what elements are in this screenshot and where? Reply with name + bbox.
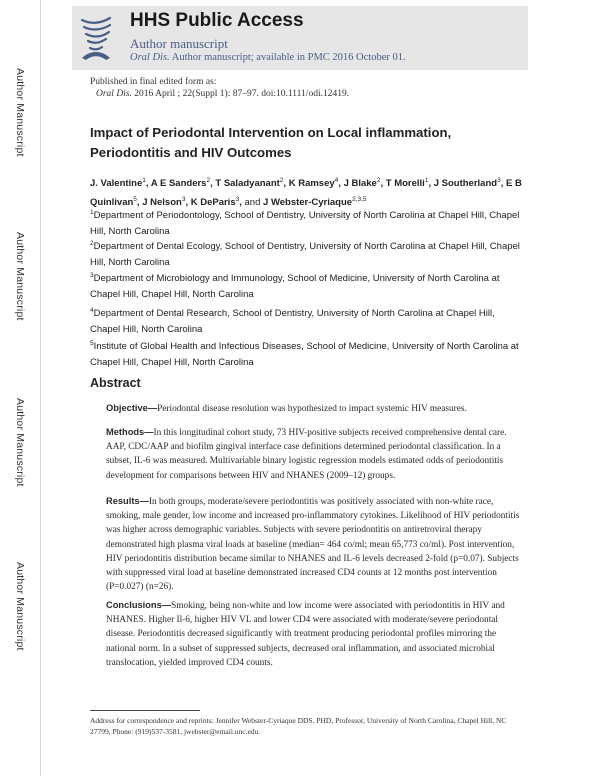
abstract-conclusions	[106, 598, 526, 670]
affiliation-text: Institute of Global Health and Infectious Diseases, School of Medicine, University of North Carolina at Chapel Hill, Chapel Hill, North Carolina	[90, 341, 519, 368]
published-line: Published in final edited form as:	[90, 77, 217, 87]
conclusions-text: Smoking, being non-white and low income were associated with periodontitis in HIV and NHANES. Higher Il-6, higher HIV VL and lower CD4 were associated with moderate/severe periodontal disease. Periodontitis decreased significantly with treatment producing periodontal profiles mirroring the national norm. In a subset of suppressed subjects, decreased oral inflammation, and associated microbial translocation, yielded improved CD4 counts.	[106, 601, 505, 668]
article-title: Impact of Periodontal Intervention on Local inflammation, Periodontitis and HIV Outcomes	[90, 125, 452, 160]
affiliation	[90, 303, 520, 337]
author-affiliation-mark: 5	[133, 195, 137, 203]
affiliation	[90, 236, 520, 270]
journal-name: Oral Dis.	[130, 52, 170, 63]
author-affiliation-mark: 1	[142, 177, 146, 184]
author-affiliation-mark: 4	[334, 177, 339, 184]
citation-journal: Oral Dis.	[96, 89, 132, 99]
author-manuscript-label: Author Manuscript	[14, 562, 26, 651]
results-text: In both groups, moderate/severe periodontitis was positively associated with non-white race, smoking, male gender, low income and increased pro-inflammatory cytokines. Likelihood of HIV periodontitis was higher across demographic variables. Subjects with severe periodontitis on antiretroviral therapy demonstrated high plasma viral loads at baseline (median= 464 co/ml; mean 65,773 co/ml). Post intervention, HIV periodontitis distribution became similar to NHANES and IL-6 levels decreased 2-fold (p=0.07). Subjects with suppressed viral load at baseline demonstrated increased CD4 counts at 12 months post intervention (P=0.027) (n=26).	[106, 497, 520, 593]
author-affiliation-mark: 2	[206, 177, 211, 184]
author: J Webster-Cyriaque	[263, 196, 353, 208]
affiliation-mark: 5	[90, 340, 94, 347]
author-affiliation-mark: 3	[181, 195, 186, 203]
abstract-heading: Abstract	[90, 376, 141, 390]
affiliation-mark: 2	[90, 240, 94, 247]
author: A E Sanders	[150, 178, 207, 190]
author-affiliation-mark: 3	[235, 195, 240, 203]
objective-label: Objective—	[106, 403, 158, 413]
affiliation-mark: 1	[90, 209, 94, 216]
author: J. Valentine	[90, 178, 143, 190]
hhs-eagle-logo-icon	[76, 10, 116, 66]
banner-subtitle: Author manuscript	[130, 36, 228, 51]
affiliation-mark: 4	[90, 307, 94, 314]
affiliation-text: Department of Periodontology, School of Dentistry, University of North Carolina at Chapel Hill, Chapel Hill, North Carolina	[90, 210, 520, 237]
affiliation-mark: 3	[90, 272, 94, 279]
methods-text: In this longitudinal cohort study, 73 HIV-positive subjects received comprehensive dental care. AAP, CDC/AAP and biofilm gingival interface case definitions determined periodontal classification. In a subset, IL-6 was measured. Multivariable binary logistic regression models estimated odds of periodontitis development for comparisons between HIV and NHANES (2009–12) groups.	[106, 428, 507, 481]
abstract-methods	[106, 425, 526, 483]
author: J Blake	[343, 178, 377, 190]
methods-label: Methods—	[106, 427, 154, 437]
affiliation-text: Department of Dental Research, School of Dentistry, University of North Carolina at Chapel Hill, Chapel Hill, North Carolina	[90, 308, 495, 335]
affiliation-text: Department of Dental Ecology, School of Dentistry, University of North Carolina at Chapel Hill, Chapel Hill, North Carolina	[90, 241, 520, 268]
author-manuscript-label: Author Manuscript	[14, 232, 26, 321]
banner-title: HHS Public Access	[130, 10, 304, 31]
author: J Southerland	[433, 178, 498, 190]
author: K DeParis	[190, 196, 236, 208]
objective-text: Periodontal disease resolution was hypothesized to impact systemic HIV measures.	[157, 404, 467, 414]
author: K Ramsey	[288, 178, 335, 190]
author: E B Quinlivan	[90, 178, 522, 208]
author: J Nelson	[142, 196, 182, 208]
abstract-objective	[106, 401, 526, 416]
author-manuscript-label: Author Manuscript	[14, 398, 26, 487]
author-conjunction: and	[244, 196, 261, 208]
author-manuscript-label: Author Manuscript	[14, 68, 26, 157]
author: T Morelli	[385, 178, 425, 190]
publication-info	[90, 76, 349, 100]
abstract-results	[106, 494, 526, 594]
conclusions-label: Conclusions—	[106, 600, 172, 610]
author-affiliation-mark: 2	[376, 177, 381, 184]
author-affiliation-mark: 2	[279, 177, 284, 184]
author-affiliation-mark: 1	[424, 177, 429, 184]
affiliation-text: Department of Microbiology and Immunology, School of Medicine, University of North Carolina at Chapel Hill, Chapel Hill, North Carolina	[90, 273, 500, 300]
author: T Saladyanant	[215, 178, 280, 190]
availability-text: Author manuscript; available in PMC 2016 October 01.	[169, 52, 406, 63]
author-affiliation-mark: 3	[497, 177, 501, 184]
author-affiliation-mark: 2,3,5	[352, 195, 367, 203]
affiliation	[90, 205, 520, 239]
sidebar-divider	[40, 0, 41, 776]
citation-details: 2016 April ; 22(Suppl 1): 87–97. doi:10.1111/odi.12419.	[131, 89, 350, 99]
citation-line	[90, 88, 349, 100]
banner-availability	[130, 52, 406, 63]
affiliation	[90, 268, 520, 302]
affiliation	[90, 336, 520, 370]
author-list: J. Valentine$^1$, A E Sanders$^2$, T Saladyanant$^2$, K Ramsey$^4$, J Blake$^2$, T Morelli$^1$, J Southerland$^3$, E B Quinlivan$^5$, J Nelson$^3$, K DeParis$^3$, and J Webster-Cyriaque$^{2,3,5}$	[90, 177, 522, 208]
correspondence-footnote: Address for correspondence and reprints: Jennifer Webster-Cyriaque DDS, PHD, Professor, University of North Carolina, Chapel Hill, NC 27799, Phone: (919)537-3581, jwebster@email.unc.edu.	[90, 716, 507, 736]
footnote-divider	[90, 710, 200, 711]
results-label: Results—	[106, 496, 149, 506]
